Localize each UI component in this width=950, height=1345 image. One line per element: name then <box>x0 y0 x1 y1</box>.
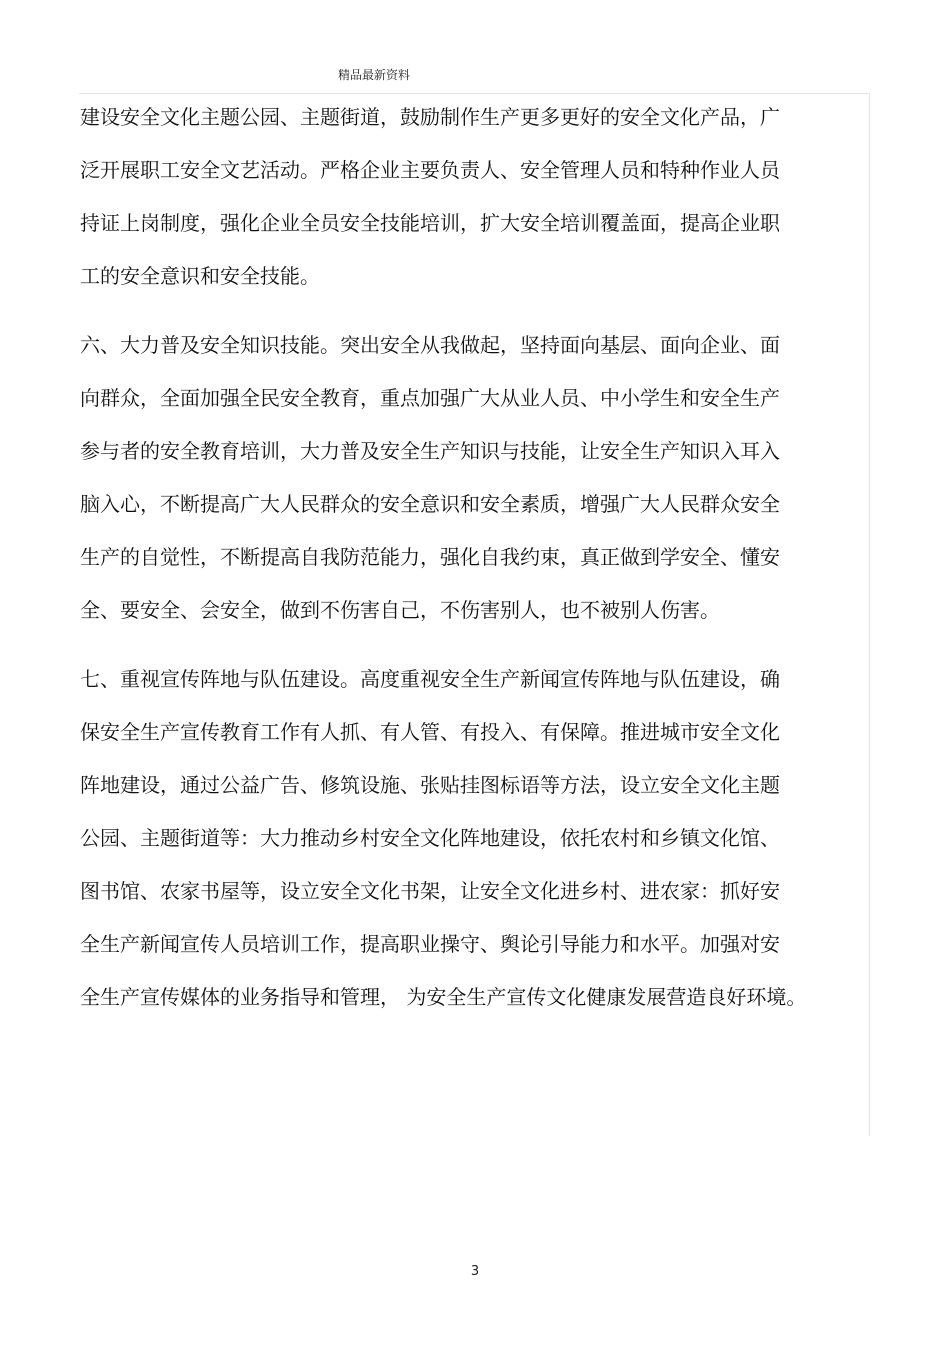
header-divider <box>79 93 870 94</box>
body-text <box>80 102 840 1012</box>
text-line: 生产的自觉性，不断提高自我防范能力，强化自我约束，真正做到学安全、懂安 <box>80 545 780 569</box>
text-line: 工的安全意识和安全技能。 <box>80 264 320 288</box>
right-margin-line <box>869 94 870 1136</box>
text-line: 脑入心，不断提高广大人民群众的安全意识和安全素质，增强广大人民群众安全 <box>80 492 780 516</box>
paragraph-2 <box>80 330 840 625</box>
text-line: 向群众，全面加强全民安全教育，重点加强广大从业人员、中小学生和安全生产 <box>80 386 780 410</box>
paragraph-1 <box>80 102 840 291</box>
text-line: 泛开展职工安全文艺活动。严格企业主要负责人、安全管理人员和特种作业人员 <box>80 158 780 182</box>
paragraph-3 <box>80 664 840 1012</box>
text-line: 阵地建设，通过公益广告、修筑设施、张贴挂图标语等方法，设立安全文化主题 <box>80 773 780 797</box>
text-line: 持证上岗制度，强化企业全员安全技能培训，扩大安全培训覆盖面，提高企业职 <box>80 211 780 235</box>
text-line: 图书馆、农家书屋等，设立安全文化书架，让安全文化进乡村、进农家：抓好安 <box>80 879 780 903</box>
page-header: 精品最新资料 <box>338 68 411 82</box>
text-line: 全生产宣传媒体的业务指导和管理， 为安全生产宣传文化健康发展营造良好环境。 <box>80 985 807 1009</box>
text-line: 六、大力普及安全知识技能。突出安全从我做起，坚持面向基层、面向企业、面 <box>80 333 780 357</box>
text-line: 全生产新闻宣传人员培训工作，提高职业操守、舆论引导能力和水平。加强对安 <box>80 932 780 956</box>
text-line: 全、要安全、会安全，做到不伤害自己，不伤害别人，也不被别人伤害。 <box>80 598 720 622</box>
text-line: 保安全生产宣传教育工作有人抓、有人管、有投入、有保障。推进城市安全文化 <box>80 720 780 744</box>
page-number: 3 <box>470 1264 480 1279</box>
text-line: 建设安全文化主题公园、主题街道，鼓励制作生产更多更好的安全文化产品，广 <box>80 105 780 129</box>
text-line: 公园、主题街道等：大力推动乡村安全文化阵地建设，依托农村和乡镇文化馆、 <box>80 826 780 850</box>
text-line: 七、重视宣传阵地与队伍建设。高度重视安全生产新闻宣传阵地与队伍建设，确 <box>80 667 780 691</box>
text-line: 参与者的安全教育培训，大力普及安全生产知识与技能，让安全生产知识入耳入 <box>80 439 780 463</box>
